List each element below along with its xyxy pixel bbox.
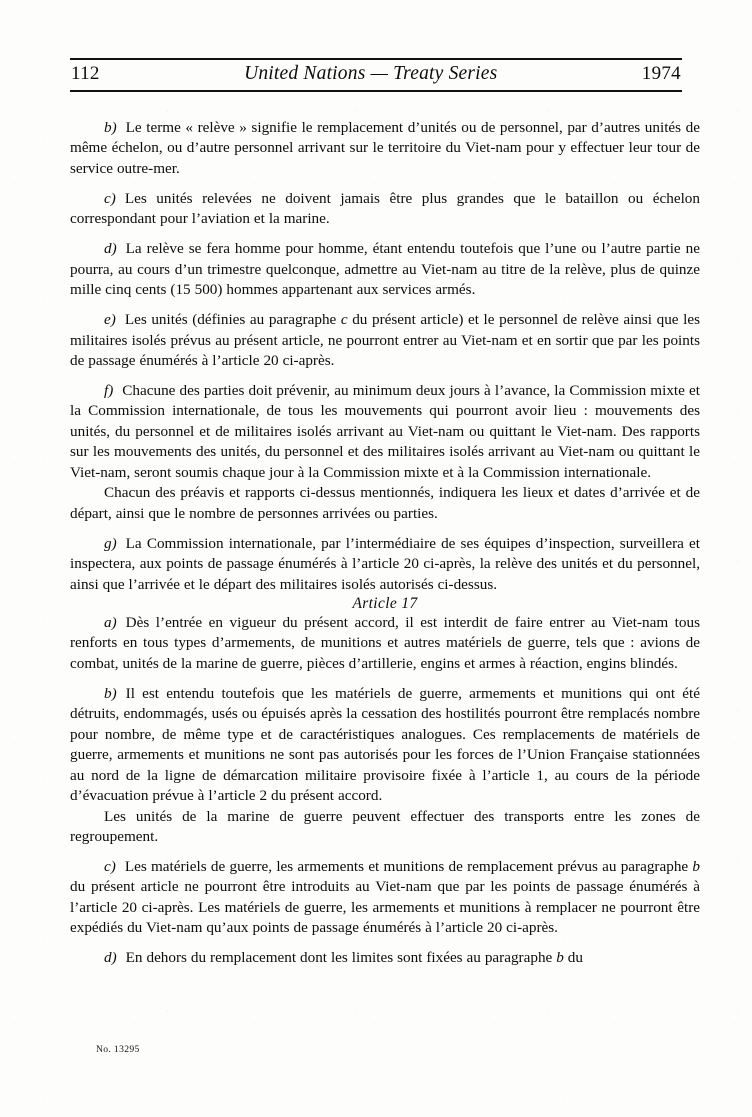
article17-label-c: c) [104,858,116,875]
paragraph-preavis [70,483,700,524]
article17-label-b: b) [104,684,117,702]
paragraph-text-e-before: Les unités (définies au paragraphe [124,311,341,329]
header-rule-bottom [70,90,682,92]
page-year-right: 1974 [641,63,681,84]
article17-text-d-after: du [563,949,583,967]
page-number-left: 112 [71,63,100,84]
article17-paragraph-b [70,684,700,807]
article17-text-marine: Les unités de la marine de guerre peuvent effectuer des transports entre les zones de regroupement. [70,807,700,846]
running-head [70,58,682,92]
paragraph-c [70,189,700,230]
article17-d-italic-ref: b [556,949,564,967]
footer-document-number: No. 13295 [96,1044,140,1055]
paragraph-label-c: c) [104,189,116,207]
paragraph-b [70,118,700,179]
paragraph-text-f: Chacune des parties doit prévenir, au minimum deux jours à l’avance, la Commission mixte et la Commission internationale, de tous les mouvements qui pourront avoir lieu : mouvements des unités, du personnel et de militaires isolés arrivant au Viet-nam ou quittant le Viet-nam. Des rapports sur les mouvements des unités, du personnel et des militaires isolés arrivant au Viet-nam ou quittant le Viet-nam, seront soumis chaque jour à la Commission mixte et à la Commission internationale. [70,381,700,481]
paragraph-label-b: b) [104,119,117,136]
paragraph-label-g: g) [104,534,117,552]
article17-text-c-before: Les matériels de guerre, les armements et munitions de remplacement prévus au paragraphe [124,858,693,875]
article17-text-c-after: du présent article ne pourront être introduits au Viet-nam que par les points de passage énumérés à l’article 20 ci-après. Les matériels de guerre, les armements et munitions à remplacer ne pourront être expédiés du Viet-nam qu’aux points de passage énumérés à l’article 20 ci-après. [70,878,700,937]
paragraph-label-f: f) [104,381,114,399]
article17-paragraph-a [70,613,700,674]
paragraph-text-b: Le terme « relève » signifie le remplacement d’unités ou de personnel, par d’autres unités de même échelon, ou d’autre personnel arrivant sur le territoire du Viet-nam pour y effectuer leur tour de service outre-mer. [70,119,700,177]
article17-text-b: Il est entendu toutefois que les matériels de guerre, armements et munitions qui ont été détruits, endommagés, usés ou épuisés après la cessation des hostilités pourront être remplacés nombre pour nombre, de même type et de caractéristiques analogues. Ces remplacements de matériels de guerre, armements et munitions ne sont pas autorisés pour les forces de l’Union Française stationnées au nord de la ligne de démarcation militaire provisoire fixée à l’article 1, au cours de la période d’évacuation prévue à l’article 2 du présent accord. [70,684,700,805]
article-heading-17: Article 17 [352,595,418,613]
article17-label-d: d) [104,949,117,967]
paragraph-text-g: La Commission internationale, par l’intermédiaire de ses équipes d’inspection, surveillera et inspectera, aux points de passage énumérés à l’article 20 ci-après, la relève des unités et du personnel, ainsi que l’arrivée et le départ des militaires isolés autorisés ci-dessus. [70,534,700,593]
paragraph-text-c: Les unités relevées ne doivent jamais être plus grandes que le bataillon ou échelon correspondant pour l’aviation et la marine. [70,189,700,228]
paragraph-e-italic-ref: c [340,311,348,329]
page-content-area [70,0,700,1117]
article17-c-italic-ref: b [692,858,700,875]
publication-title: United Nations — Treaty Series [244,63,498,84]
article17-label-a: a) [104,614,117,632]
article17-text-d-before: En dehors du remplacement dont les limites sont fixées au paragraphe [125,949,557,967]
paragraph-label-e: e) [104,311,116,329]
paragraph-e [70,310,700,371]
paragraph-text-preavis: Chacun des préavis et rapports ci-dessus mentionnés, indiquera les lieux et dates d’arrivée et de départ, ainsi que le nombre de personnes arrivées ou parties. [70,484,700,522]
paragraph-d [70,239,700,300]
article17-paragraph-marine [70,807,700,848]
article17-paragraph-c [70,857,700,939]
paragraph-text-e-after: du présent article) et le personnel de relève ainsi que les militaires isolés prévus au présent article, ne pourront entrer au Viet-nam et en sortir que par les points de passage énumérés à l’article 20 ci-après. [70,311,700,370]
paragraph-text-d: La relève se fera homme pour homme, étant entendu toutefois que l’une ou l’autre partie ne pourra, au cours d’un trimestre quelconque, admettre au Viet-nam au titre de la relève, plus de quinze mille cinq cents (15 500) hommes appartenant aux services armés. [70,240,700,299]
article17-text-a: Dès l’entrée en vigueur du présent accord, il est interdit de faire entrer au Viet-nam tous renforts en tous types d’armements, de munitions et autres matériels de guerre, tels que : avions de combat, unités de la marine de guerre, pièces d’artillerie, engins et armes à réaction, engins blindés. [70,614,700,672]
article17-paragraph-d [70,948,700,968]
body-text-column [70,118,700,969]
paragraph-label-d: d) [104,240,117,258]
running-head-row [70,60,682,90]
paragraph-f [70,381,700,483]
paragraph-g [70,534,700,595]
